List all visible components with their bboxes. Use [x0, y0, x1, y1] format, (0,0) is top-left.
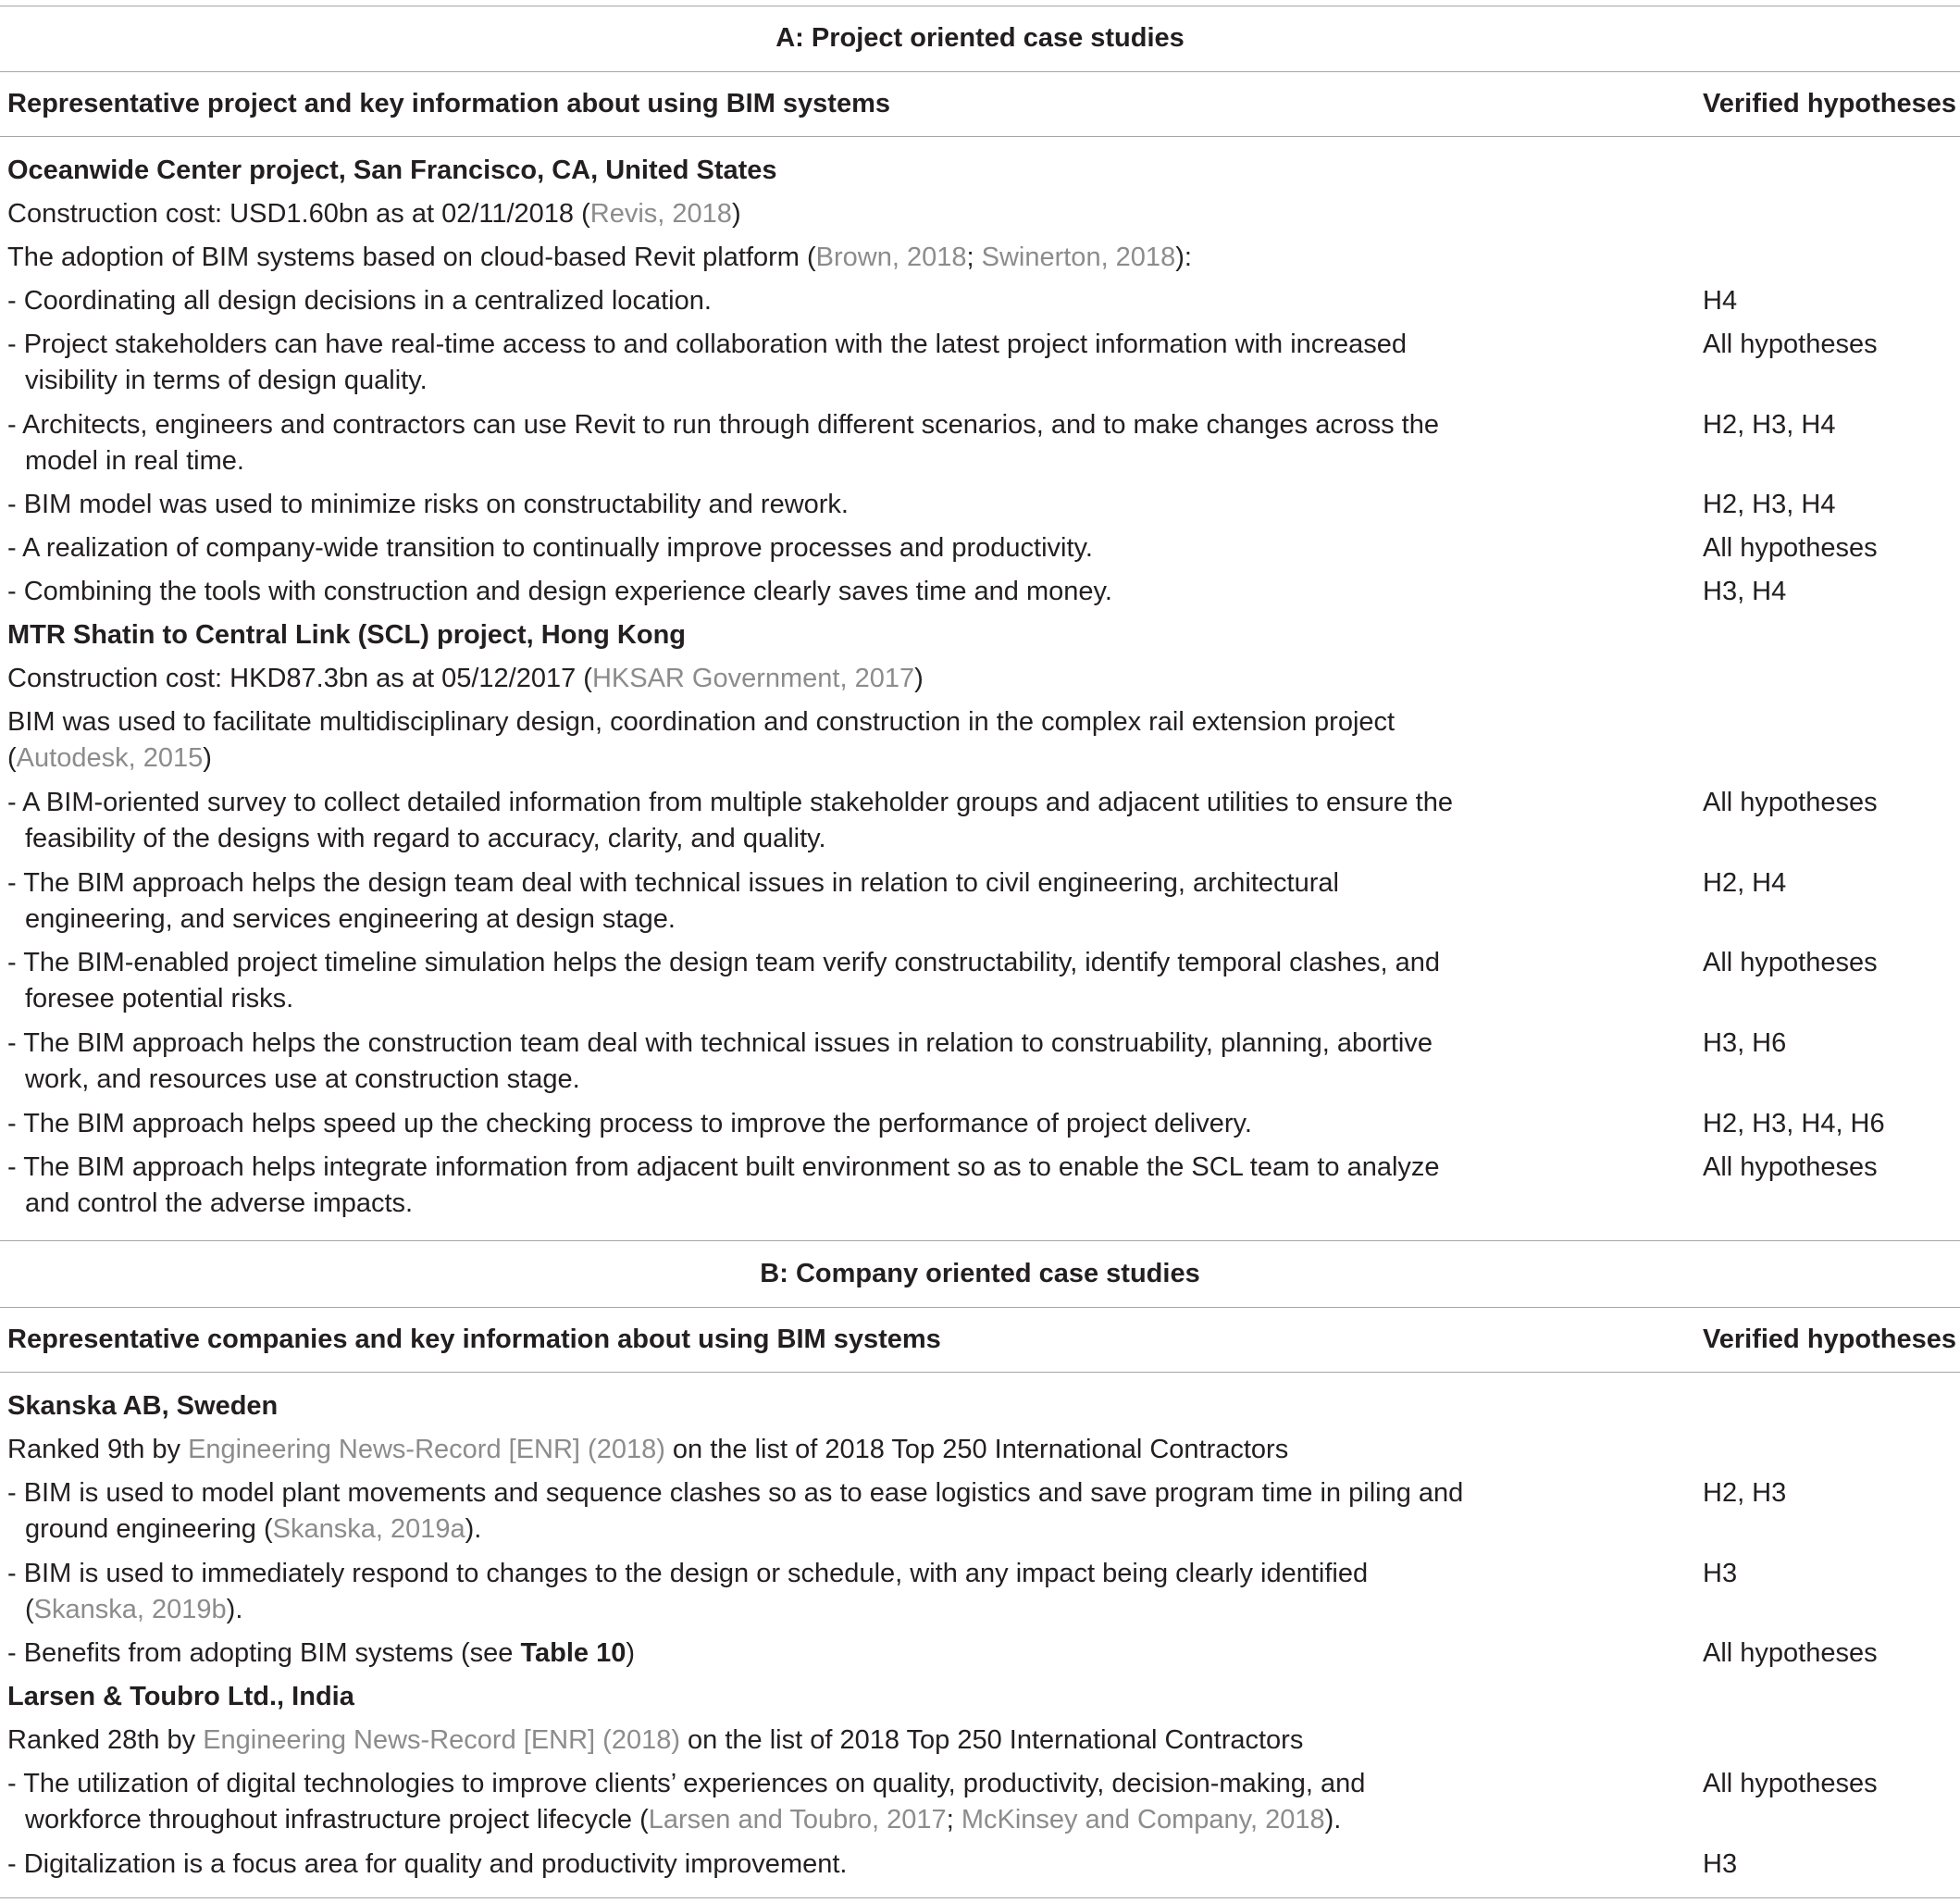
section-a-header-rule: [0, 136, 1960, 137]
citation-link[interactable]: Larsen and Toubro, 2017: [648, 1805, 947, 1835]
citation-link[interactable]: HKSAR Government, 2017: [591, 664, 915, 693]
company-2-hypothesis-2: H3: [1703, 1849, 1738, 1879]
citation-link[interactable]: Skanska, 2019b: [33, 1595, 227, 1624]
project-1-bullet-2: - Project stakeholders can have real-time access to and collaboration with the latest project information with increased visibility in terms of design quality.: [7, 330, 1407, 395]
section-b-top-rule: [0, 1240, 1960, 1241]
company-1-hypothesis-1: H2, H3: [1703, 1478, 1787, 1508]
project-1-hypothesis-2: All hypotheses: [1703, 330, 1878, 359]
project-2-hypothesis-3: All hypotheses: [1703, 948, 1878, 977]
company-1-hypothesis-3: All hypotheses: [1703, 1638, 1878, 1668]
project-2-bullet-1: - A BIM-oriented survey to collect detailed information from multiple stakeholder groups and adjacent utilities to ensure the feasibility of the designs with regard to accuracy, clarity, and quality.: [7, 788, 1453, 853]
project-1-cost: Construction cost: USD1.60bn as at 02/11/2018 (Revis, 2018): [7, 199, 741, 229]
citation-link[interactable]: Brown, 2018: [815, 243, 967, 272]
citation-link[interactable]: Skanska, 2019a: [272, 1514, 465, 1544]
project-2-bullet-4: - The BIM approach helps the construction team deal with technical issues in relation to construability, planning, abortive work, and resources use at construction stage.: [7, 1028, 1433, 1094]
project-2-hypothesis-1: All hypotheses: [1703, 788, 1878, 817]
section-a-title-rule: [0, 71, 1960, 72]
section-a-column-header-left: Representative project and key information about using BIM systems: [7, 89, 890, 118]
citation-link[interactable]: Autodesk, 2015: [16, 743, 204, 773]
project-1-adoption: The adoption of BIM systems based on cloud-based Revit platform (Brown, 2018; Swinerton, 2018):: [7, 243, 1192, 272]
citation-link[interactable]: Revis, 2018: [589, 199, 732, 229]
section-b-column-header-right: Verified hypotheses: [1703, 1325, 1956, 1354]
project-1-hypothesis-4: H2, H3, H4: [1703, 490, 1836, 519]
project-1-bullet-6: - Combining the tools with construction and design experience clearly saves time and money.: [7, 577, 1112, 606]
project-2-hypothesis-6: All hypotheses: [1703, 1152, 1878, 1182]
company-1-bullet-3: - Benefits from adopting BIM systems (see Table 10): [7, 1638, 636, 1668]
project-1-hypothesis-5: All hypotheses: [1703, 533, 1878, 563]
company-2-name: Larsen & Toubro Ltd., India: [7, 1682, 354, 1711]
section-b-title-rule: [0, 1307, 1960, 1308]
citation-link[interactable]: Engineering News-Record [ENR] (2018): [203, 1725, 680, 1755]
project-2-bullet-3: - The BIM-enabled project timeline simulation helps the design team verify constructability, identify temporal clashes, and foresee potential risks.: [7, 948, 1440, 1014]
company-1-hypothesis-2: H3: [1703, 1559, 1738, 1588]
project-1-bullet-5: - A realization of company-wide transition to continually improve processes and productivity.: [7, 533, 1093, 563]
project-1-bullet-1: - Coordinating all design decisions in a centralized location.: [7, 286, 712, 316]
company-2-bullet-2: - Digitalization is a focus area for quality and productivity improvement.: [7, 1849, 848, 1879]
project-2-bullet-6: - The BIM approach helps integrate information from adjacent built environment so as to enable the SCL team to analyze and control the adverse impacts.: [7, 1152, 1440, 1218]
section-b-header-rule: [0, 1372, 1960, 1373]
project-1-hypothesis-3: H2, H3, H4: [1703, 410, 1836, 440]
project-2-cost: Construction cost: HKD87.3bn as at 05/12/2017 (HKSAR Government, 2017): [7, 664, 924, 693]
project-2-intro: BIM was used to facilitate multidisciplinary design, coordination and construction in the complex rail extension project (Autodesk, 2015): [7, 707, 1396, 773]
project-2-bullet-5: - The BIM approach helps speed up the checking process to improve the performance of project delivery.: [7, 1109, 1252, 1138]
company-1-rank: Ranked 9th by Engineering News-Record [ENR] (2018) on the list of 2018 Top 250 International Contractors: [7, 1435, 1289, 1464]
project-1-bullet-4: - BIM model was used to minimize risks on constructability and rework.: [7, 490, 849, 519]
project-2-bullet-2: - The BIM approach helps the design team deal with technical issues in relation to civil engineering, architectural engineering, and services engineering at design stage.: [7, 868, 1339, 934]
company-2-bullet-1: - The utilization of digital technologies to improve clients’ experiences on quality, productivity, decision-making, and workforce throughout infrastructure project lifecycle (Larsen and Toubro, 2017; McKinsey and Company, 2018).: [7, 1769, 1366, 1835]
project-2-hypothesis-4: H3, H6: [1703, 1028, 1787, 1058]
project-1-bullet-3: - Architects, engineers and contractors can use Revit to run through different scenarios, and to make changes across the model in real time.: [7, 410, 1439, 476]
company-2-hypothesis-1: All hypotheses: [1703, 1769, 1878, 1798]
project-1-hypothesis-6: H3, H4: [1703, 577, 1787, 606]
project-2-hypothesis-2: H2, H4: [1703, 868, 1787, 898]
citation-link[interactable]: McKinsey and Company, 2018: [961, 1805, 1325, 1835]
section-a-column-header-right: Verified hypotheses: [1703, 89, 1956, 118]
table-bottom-rule: [0, 1897, 1960, 1898]
company-1-name: Skanska AB, Sweden: [7, 1391, 279, 1421]
section-a-title: A: Project oriented case studies: [775, 23, 1185, 53]
project-2-name: MTR Shatin to Central Link (SCL) project, Hong Kong: [7, 620, 687, 650]
section-b-title: B: Company oriented case studies: [760, 1259, 1200, 1288]
company-2-rank: Ranked 28th by Engineering News-Record [ENR] (2018) on the list of 2018 Top 250 International Contractors: [7, 1725, 1304, 1755]
table-reference-link[interactable]: Table 10: [520, 1638, 626, 1668]
project-1-hypothesis-1: H4: [1703, 286, 1738, 316]
section-b-column-header-left: Representative companies and key information about using BIM systems: [7, 1325, 941, 1354]
company-1-bullet-1: - BIM is used to model plant movements and sequence clashes so as to ease logistics and save program time in piling and ground engineering (Skanska, 2019a).: [7, 1478, 1464, 1544]
company-1-bullet-2: - BIM is used to immediately respond to changes to the design or schedule, with any impact being clearly identified (Skanska, 2019b).: [7, 1559, 1369, 1624]
citation-link[interactable]: Engineering News-Record [ENR] (2018): [188, 1435, 665, 1464]
project-2-hypothesis-5: H2, H3, H4, H6: [1703, 1109, 1885, 1138]
citation-link[interactable]: Swinerton, 2018: [981, 243, 1176, 272]
project-1-name: Oceanwide Center project, San Francisco, CA, United States: [7, 155, 777, 185]
